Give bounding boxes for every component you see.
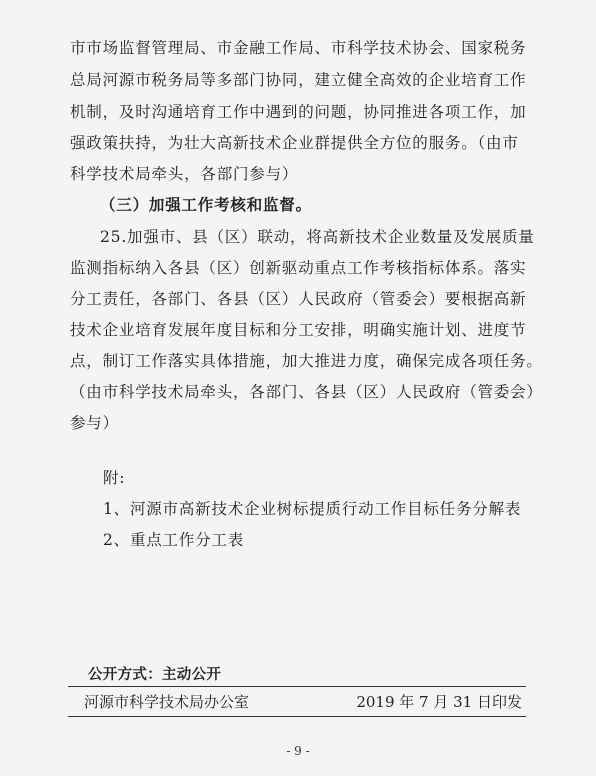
issue-date: 2019 年 7 月 31 日印发 [356,693,522,711]
body-line: 科学技术局牵头，各部门参与） [70,165,299,183]
item-line: 参与） [70,414,119,432]
item-line: （由市科学技术局牵头，各部门、各县（区）人民政府（管委会） [70,383,543,401]
footer-top-rule [68,686,526,687]
item-line: 点，制订工作落实具体措施，加大推进力度，确保完成各项任务。 [70,352,543,370]
body-line: 总局河源市税务局等多部门协同，建立健全高效的企业培育工作 [70,71,527,89]
body-line: 市市场监督管理局、市金融工作局、市科学技术协会、国家税务 [70,39,527,57]
item-line: 25.加强市、县（区）联动，将高新技术企业数量及发展质量 [100,228,535,246]
footer-bottom-rule [68,716,526,717]
item-line: 监测指标纳入各县（区）创新驱动重点工作考核指标体系。落实 [70,259,527,277]
body-line: 强政策扶持，为壮大高新技术企业群提供全方位的服务。（由市 [70,134,519,152]
item-line: 技术企业培育发展年度目标和分工安排，明确实施计划、进度节 [70,321,527,339]
attachment-item: 1、河源市高新技术企业树标提质行动工作目标任务分解表 [103,500,522,518]
footer-row [84,692,522,712]
disclosure-method: 公开方式：主动公开 [88,666,222,683]
item-line: 分工责任，各部门、各县（区）人民政府（管委会）要根据高新 [70,290,527,308]
body-line: 机制，及时沟通培育工作中遇到的问题，协同推进各项工作，加 [70,103,527,121]
attachments-label: 附: [103,469,126,487]
attachment-item: 2、重点工作分工表 [103,531,245,549]
page-number: - 9 - [286,744,310,758]
issuer-office: 河源市科学技术局办公室 [84,693,250,711]
section-heading: （三）加强工作考核和监督。 [100,195,312,214]
